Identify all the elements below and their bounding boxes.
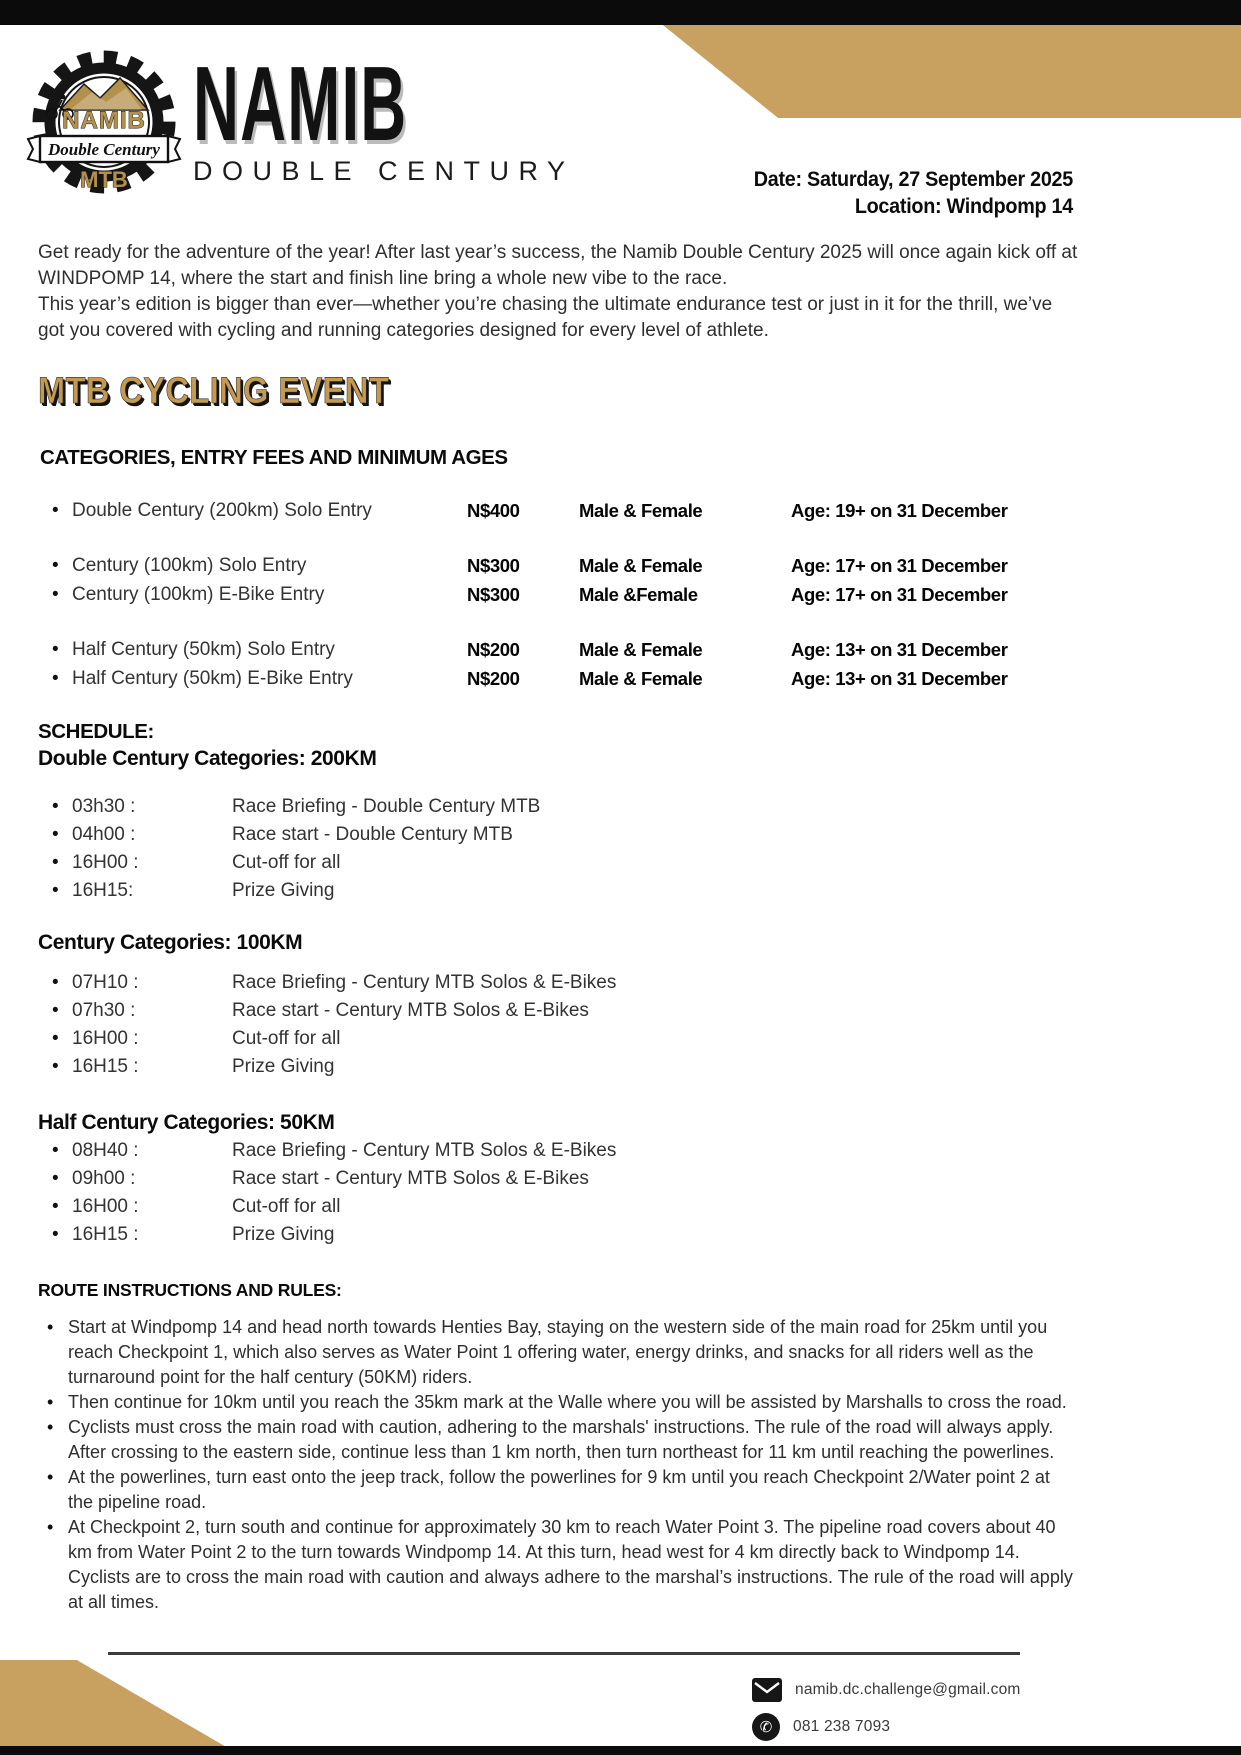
route-instructions-heading: ROUTE INSTRUCTIONS AND RULES: xyxy=(38,1280,342,1300)
schedule-heading: SCHEDULE: xyxy=(38,720,154,743)
route-bullet: • At the powerlines, turn east onto the jeep track, follow the powerlines for 9 km until you reach Checkpoint 2/Water point 2 at the pipeline road. xyxy=(38,1465,1073,1515)
schedule-section-title: Double Century Categories: 200KM xyxy=(38,747,377,770)
entry-fee: N$300 xyxy=(467,555,520,576)
badge-banner xyxy=(28,136,180,162)
schedule-section-half-century xyxy=(38,1109,1078,1249)
route-bullet: • Cyclists must cross the main road with caution, adhering to the marshals' instructions. The rule of the road will always apply. After crossing to the eastern side, continue less than 1 km north, then turn northeast for 11 km until reaching the powerlines. xyxy=(38,1415,1073,1465)
schedule-item: • 07H10 : Race Briefing - Century MTB Solos & E-Bikes xyxy=(38,969,1078,997)
brand-wordmark xyxy=(193,45,575,187)
route-bullet: • Start at Windpomp 14 and head north towards Henties Bay, staying on the western side of the main road for 25km until you reach Checkpoint 1, which also serves as Water Point 1 offering water, energy drinks, and snacks for all riders well as the turnaround point for the half century (50KM) riders. xyxy=(38,1315,1073,1390)
contact-phone: 081 238 7093 xyxy=(793,1718,891,1735)
contact-block xyxy=(752,1678,1021,1741)
category-row: • Century (100km) E-Bike Entry N$300 Male &Female Age: 17+ on 31 December xyxy=(38,580,1078,609)
schedule-item: • 16H00 : Cut-off for all xyxy=(38,1193,1078,1221)
schedule-item: • 16H15 : Prize Giving xyxy=(38,1053,1078,1081)
date-location-block xyxy=(754,166,1073,220)
schedule-item: • 04h00 : Race start - Double Century MTB xyxy=(38,821,1078,849)
schedule-section-title: Century Categories: 100KM xyxy=(38,931,303,954)
footer-divider xyxy=(108,1652,1020,1655)
brand-title: NAMIB xyxy=(193,45,408,163)
schedule-item: • 16H15: Prize Giving xyxy=(38,877,1078,905)
schedule-section-double-century xyxy=(38,745,1078,905)
schedule-item: • 03h30 : Race Briefing - Double Century MTB xyxy=(38,793,1078,821)
intro-paragraph-2: This year’s edition is bigger than ever—whether you’re chasing the ultimate endurance test or just in it for the thrill, we’ve got you covered with cycling and running categories designed for every level of athlete. xyxy=(38,294,1053,341)
contact-email: namib.dc.challenge@gmail.com xyxy=(795,1681,1021,1698)
categories-table xyxy=(38,496,1078,693)
schedule-item: • 07h30 : Race start - Century MTB Solos & E-Bikes xyxy=(38,997,1078,1025)
schedule-item: • 16H00 : Cut-off for all xyxy=(38,849,1078,877)
gold-corner-top-right xyxy=(600,25,1241,118)
schedule-item: • 09h00 : Race start - Century MTB Solos & E-Bikes xyxy=(38,1165,1078,1193)
entry-fee: N$300 xyxy=(467,584,520,605)
event-date: Date: Saturday, 27 September 2025 xyxy=(753,167,1073,191)
gold-corner-bottom-left xyxy=(0,1660,240,1755)
schedule-section-century xyxy=(38,929,1078,1081)
bottom-black-bar xyxy=(0,1746,1241,1755)
route-instructions-list xyxy=(38,1315,1073,1615)
categories-heading: CATEGORIES, ENTRY FEES AND MINIMUM AGES xyxy=(40,446,508,469)
schedule-item: • 16H15 : Prize Giving xyxy=(38,1221,1078,1249)
gear-badge-icon xyxy=(26,40,196,220)
top-black-bar xyxy=(0,0,1241,25)
route-bullet: • Then continue for 10km until you reach the 35km mark at the Walle where you will be assisted by Marshalls to cross the road. xyxy=(38,1390,1073,1415)
contact-phone-row xyxy=(752,1713,1021,1741)
badge-mtb-text: MTB xyxy=(80,167,128,192)
event-location: Location: Windpomp 14 xyxy=(854,194,1073,218)
entry-fee: N$200 xyxy=(467,668,520,689)
category-row: • Double Century (200km) Solo Entry N$400 Male & Female Age: 19+ on 31 December xyxy=(38,496,1078,525)
mtb-cycling-event-heading: MTB CYCLING EVENT xyxy=(38,370,390,411)
brand-subtitle: DOUBLE CENTURY xyxy=(193,156,575,186)
badge-banner-text: Double Century xyxy=(48,140,160,159)
category-row: • Half Century (50km) Solo Entry N$200 Male & Female Age: 13+ on 31 December xyxy=(38,635,1078,664)
schedule-item: • 16H00 : Cut-off for all xyxy=(38,1025,1078,1053)
entry-fee: N$200 xyxy=(467,639,520,660)
category-row: • Century (100km) Solo Entry N$300 Male & Female Age: 17+ on 31 December xyxy=(38,551,1078,580)
schedule-section-title: Half Century Categories: 50KM xyxy=(38,1111,335,1134)
phone-icon: ✆ xyxy=(752,1713,780,1741)
intro-paragraph-1: Get ready for the adventure of the year! After last year’s success, the Namib Double Century 2025 will once again kick off at WINDPOMP 14, where the start and finish line bring a whole new vibe to the race. xyxy=(38,242,1078,289)
intro-text xyxy=(38,240,1078,344)
email-icon xyxy=(752,1678,782,1702)
contact-email-row xyxy=(752,1678,1021,1702)
badge-name-text: NAMIB xyxy=(62,107,146,134)
schedule-item: • 08H40 : Race Briefing - Century MTB Solos & E-Bikes xyxy=(38,1137,1078,1165)
category-row: • Half Century (50km) E-Bike Entry N$200 Male & Female Age: 13+ on 31 December xyxy=(38,664,1078,693)
flyer-body xyxy=(38,240,1078,1615)
event-badge-logo xyxy=(26,40,196,220)
route-bullet: • At Checkpoint 2, turn south and continue for approximately 30 km to reach Water Point 3. The pipeline road covers about 40 km from Water Point 2 to the turn towards Windpomp 14. At this turn, head west for 4 km directly back to Windpomp 14. Cyclists are to cross the main road with caution and always adhere to the marshal’s instructions. The rule of the road will apply at all times. xyxy=(38,1515,1073,1615)
entry-fee: N$400 xyxy=(467,500,520,521)
